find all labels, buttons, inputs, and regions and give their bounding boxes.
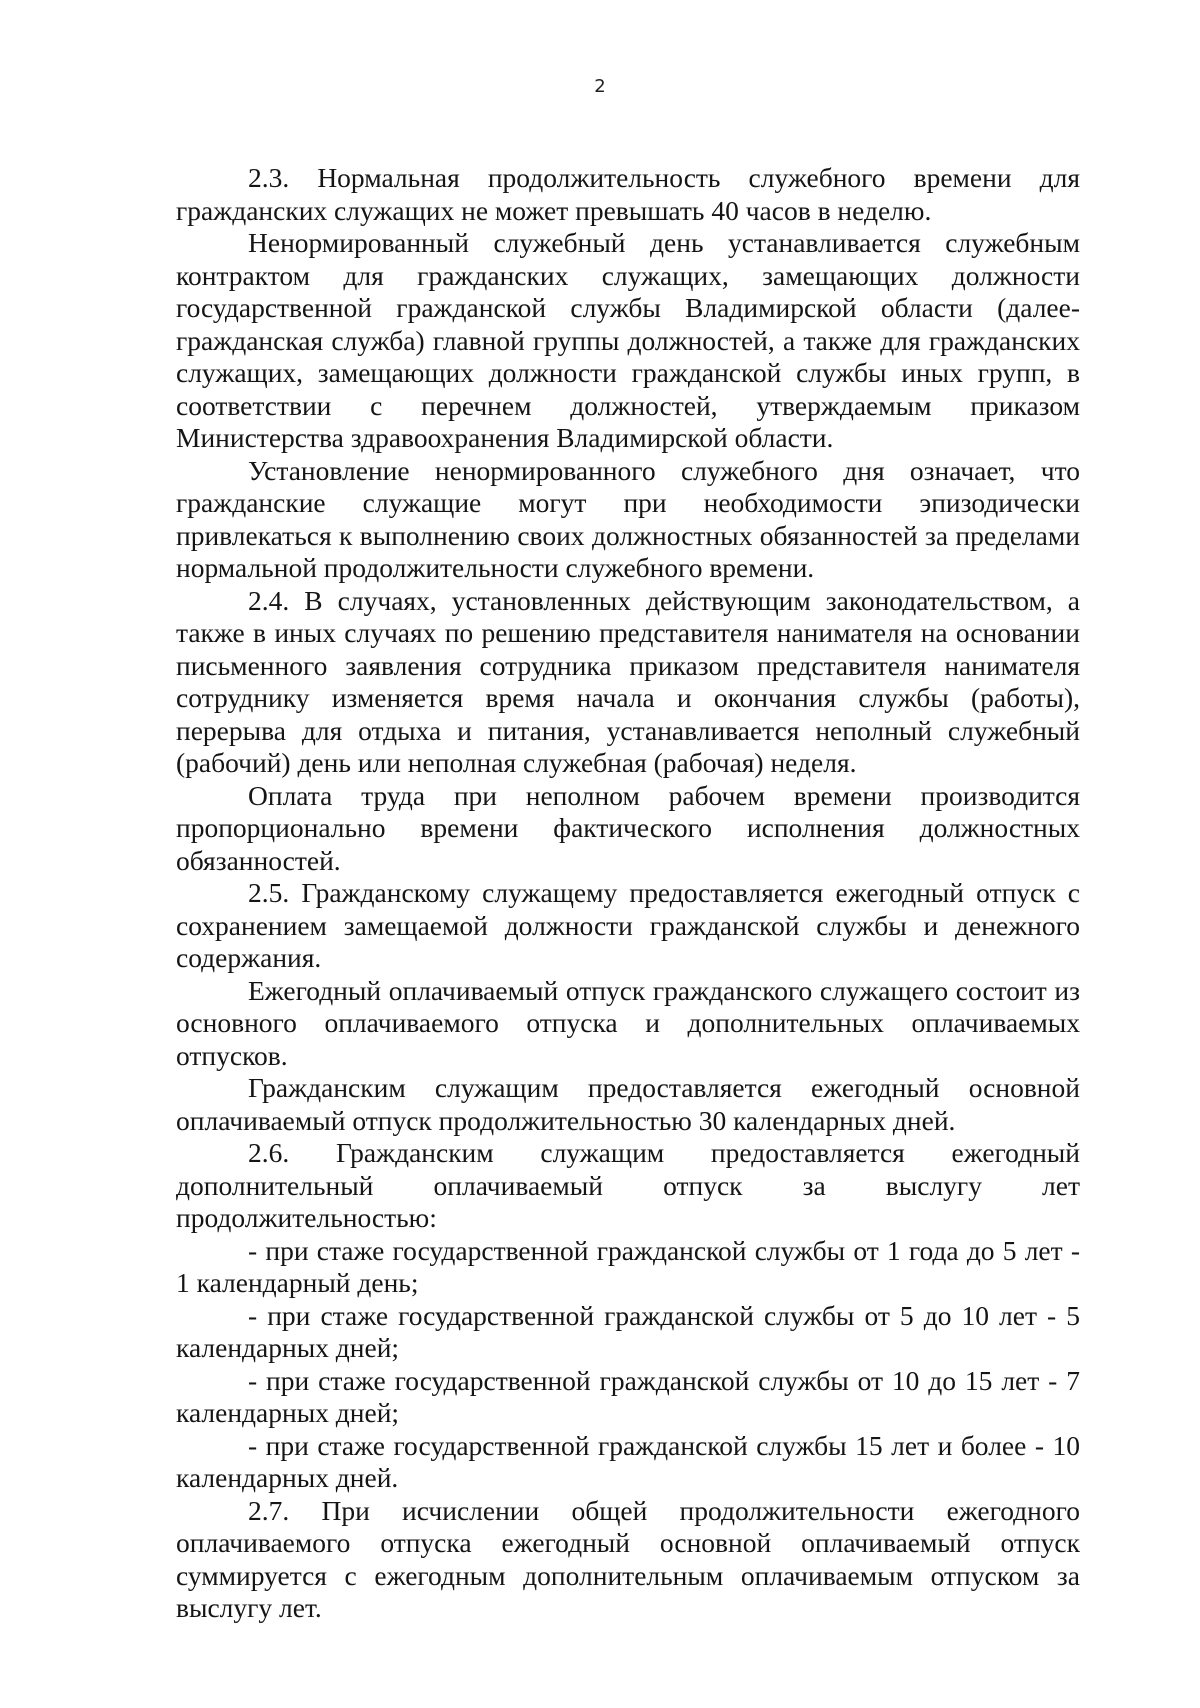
paragraph-basic-leave: Гражданским служащим предоставляется ежегодный основной оплачиваемый отпуск продолжительностью 30 календарных дней. — [176, 1072, 1080, 1136]
paragraph-irregular-day: Ненормированный служебный день устанавливается служебным контрактом для гражданских служащих, замещающих должности государственной гражданской службы Владимирской области (далее-гражданская служба) главной группы должностей, а также для гражданских служащих, замещающих должности гражданской службы иных групп, в соответствии с перечнем должностей, утверждаемым приказом Министерства здравоохранения Владимирской области. — [176, 227, 1080, 453]
paragraph-annual-leave-composition: Ежегодный оплачиваемый отпуск гражданского служащего состоит из основного оплачиваемого отпуска и дополнительных оплачиваемых отпусков. — [176, 974, 1080, 1071]
page-number: 2 — [594, 76, 606, 97]
paragraph-2-6: 2.6. Гражданским служащим предоставляется ежегодный дополнительный оплачиваемый отпуск за выслугу лет продолжительностью: — [176, 1137, 1080, 1233]
paragraph-2-4: 2.4. В случаях, установленных действующим законодательством, а также в иных случаях по решению представителя нанимателя на основании письменного заявления сотрудника приказом представителя нанимателя сотруднику изменяется время начала и окончания службы (работы), перерыва для отдыха и питания, устанавливается неполный служебный (рабочий) день или неполная служебная (рабочая) неделя. — [176, 584, 1080, 778]
list-item-seniority-10-15: - при стаже государственной гражданской службы от 10 до 15 лет - 7 календарных дней; — [176, 1364, 1080, 1428]
document-body — [176, 162, 1080, 1625]
list-item-seniority-15-plus: - при стаже государственной гражданской службы 15 лет и более - 10 календарных дней. — [176, 1429, 1080, 1493]
paragraph-2-7: 2.7. При исчислении общей продолжительности ежегодного оплачиваемого отпуска ежегодный основной оплачиваемый отпуск суммируется с ежегодным дополнительным оплачиваемым отпуском за выслугу лет. — [176, 1494, 1080, 1623]
paragraph-2-5: 2.5. Гражданскому служащему предоставляется ежегодный отпуск с сохранением замещаемой должности гражданской службы и денежного содержания. — [176, 877, 1080, 973]
list-item-seniority-1-5: - при стаже государственной гражданской службы от 1 года до 5 лет - 1 календарный день; — [176, 1234, 1080, 1298]
paragraph-2-3: 2.3. Нормальная продолжительность служебного времени для гражданских служащих не может превышать 40 часов в неделю. — [176, 162, 1080, 226]
list-item-seniority-5-10: - при стаже государственной гражданской службы от 5 до 10 лет - 5 календарных дней; — [176, 1299, 1080, 1363]
paragraph-irregular-day-meaning: Установление ненормированного служебного дня означает, что гражданские служащие могут при необходимости эпизодически привлекаться к выполнению своих должностных обязанностей за пределами нормальной продолжительности служебного времени. — [176, 454, 1080, 583]
paragraph-part-time-pay: Оплата труда при неполном рабочем времени производится пропорционально времени фактического исполнения должностных обязанностей. — [176, 779, 1080, 876]
